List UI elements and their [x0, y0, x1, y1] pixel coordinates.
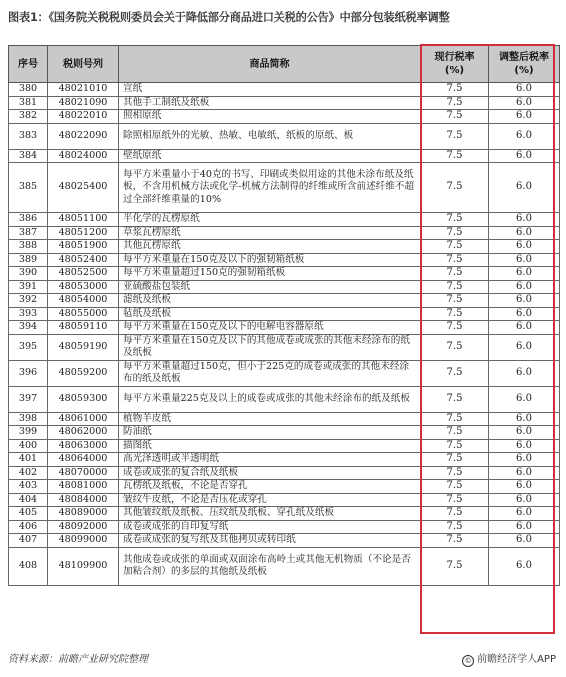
row-adjusted-rate: 6.0 — [489, 307, 560, 321]
row-name: 瓦楞纸及纸板，不论是否穿孔 — [119, 480, 421, 494]
row-current-rate: 7.5 — [421, 213, 489, 227]
row-adjusted-rate: 6.0 — [489, 294, 560, 308]
row-code: 48092000 — [48, 520, 119, 534]
table-row — [9, 267, 560, 281]
row-current-rate: 7.5 — [421, 240, 489, 254]
row-current-rate: 7.5 — [421, 426, 489, 440]
row-adjusted-rate: 6.0 — [489, 439, 560, 453]
table-row — [9, 83, 560, 97]
row-code: 48089000 — [48, 507, 119, 521]
table-row — [9, 466, 560, 480]
row-code: 48064000 — [48, 453, 119, 467]
row-code: 48063000 — [48, 439, 119, 453]
row-name: 皱纹牛皮纸，不论是否压花或穿孔 — [119, 493, 421, 507]
row-adjusted-rate: 6.0 — [489, 280, 560, 294]
row-seq: 390 — [9, 267, 48, 281]
row-current-rate: 7.5 — [421, 480, 489, 494]
row-adjusted-rate: 6.0 — [489, 426, 560, 440]
row-adjusted-rate: 6.0 — [489, 321, 560, 335]
row-seq: 402 — [9, 466, 48, 480]
row-adjusted-rate: 6.0 — [489, 83, 560, 97]
row-adjusted-rate: 6.0 — [489, 334, 560, 360]
table-row — [9, 321, 560, 335]
row-code: 48099000 — [48, 534, 119, 548]
row-adjusted-rate: 6.0 — [489, 360, 560, 386]
row-current-rate: 7.5 — [421, 547, 489, 585]
row-current-rate: 7.5 — [421, 96, 489, 110]
row-seq: 381 — [9, 96, 48, 110]
row-current-rate: 7.5 — [421, 149, 489, 163]
row-code: 48062000 — [48, 426, 119, 440]
table-row — [9, 163, 560, 213]
row-name: 成卷或成张的复写纸及其他拷贝或转印纸 — [119, 534, 421, 548]
table-row — [9, 123, 560, 149]
row-code: 48053000 — [48, 280, 119, 294]
row-current-rate: 7.5 — [421, 534, 489, 548]
credit-text: 前瞻经济学人APP — [477, 654, 556, 665]
table-row — [9, 307, 560, 321]
row-seq: 400 — [9, 439, 48, 453]
row-code: 48070000 — [48, 466, 119, 480]
row-current-rate: 7.5 — [421, 83, 489, 97]
row-adjusted-rate: 6.0 — [489, 149, 560, 163]
table-row — [9, 547, 560, 585]
row-adjusted-rate: 6.0 — [489, 226, 560, 240]
header-adjusted-rate: 调整后税率 (%) — [489, 46, 560, 83]
figure-title: 图表1：《国务院关税税则委员会关于降低部分商品进口关税的公告》中部分包装纸税率调整 — [8, 11, 450, 24]
row-seq: 394 — [9, 321, 48, 335]
row-adjusted-rate: 6.0 — [489, 240, 560, 254]
header-name: 商品简称 — [119, 46, 421, 83]
row-code: 48052500 — [48, 267, 119, 281]
row-code: 48059200 — [48, 360, 119, 386]
row-current-rate: 7.5 — [421, 439, 489, 453]
row-code: 48059110 — [48, 321, 119, 335]
row-seq: 388 — [9, 240, 48, 254]
row-adjusted-rate: 6.0 — [489, 480, 560, 494]
table-row — [9, 412, 560, 426]
row-adjusted-rate: 6.0 — [489, 163, 560, 213]
row-adjusted-rate: 6.0 — [489, 213, 560, 227]
row-code: 48084000 — [48, 493, 119, 507]
row-seq: 393 — [9, 307, 48, 321]
row-current-rate: 7.5 — [421, 123, 489, 149]
row-adjusted-rate: 6.0 — [489, 267, 560, 281]
row-name: 其他瓦楞原纸 — [119, 240, 421, 254]
row-seq: 398 — [9, 412, 48, 426]
row-name: 每平方米重量在150克及以下的电解电容器原纸 — [119, 321, 421, 335]
row-code: 48051200 — [48, 226, 119, 240]
table-row — [9, 386, 560, 412]
row-current-rate: 7.5 — [421, 226, 489, 240]
row-seq: 383 — [9, 123, 48, 149]
row-seq: 384 — [9, 149, 48, 163]
table-row — [9, 453, 560, 467]
row-seq: 401 — [9, 453, 48, 467]
row-current-rate: 7.5 — [421, 163, 489, 213]
row-seq: 396 — [9, 360, 48, 386]
row-code: 48022090 — [48, 123, 119, 149]
row-code: 48052400 — [48, 253, 119, 267]
row-seq: 408 — [9, 547, 48, 585]
table-row — [9, 253, 560, 267]
row-name: 草浆瓦楞原纸 — [119, 226, 421, 240]
row-code: 48021090 — [48, 96, 119, 110]
row-seq: 395 — [9, 334, 48, 360]
row-seq: 397 — [9, 386, 48, 412]
table-body — [9, 83, 560, 586]
table-row — [9, 520, 560, 534]
row-name: 照相原纸 — [119, 110, 421, 124]
row-current-rate: 7.5 — [421, 321, 489, 335]
row-current-rate: 7.5 — [421, 412, 489, 426]
table-row — [9, 334, 560, 360]
tariff-table — [8, 45, 560, 586]
row-current-rate: 7.5 — [421, 453, 489, 467]
table-row — [9, 534, 560, 548]
table-row — [9, 149, 560, 163]
row-seq: 404 — [9, 493, 48, 507]
row-seq: 405 — [9, 507, 48, 521]
header-seq: 序号 — [9, 46, 48, 83]
row-current-rate: 7.5 — [421, 360, 489, 386]
row-current-rate: 7.5 — [421, 493, 489, 507]
row-name: 滤纸及纸板 — [119, 294, 421, 308]
row-seq: 380 — [9, 83, 48, 97]
row-name: 宣纸 — [119, 83, 421, 97]
row-adjusted-rate: 6.0 — [489, 96, 560, 110]
row-name: 其他皱纹纸及纸板、压纹纸及纸板、穿孔纸及纸板 — [119, 507, 421, 521]
row-current-rate: 7.5 — [421, 386, 489, 412]
table-row — [9, 507, 560, 521]
row-adjusted-rate: 6.0 — [489, 534, 560, 548]
row-name: 成卷或成张的自印复写纸 — [119, 520, 421, 534]
row-adjusted-rate: 6.0 — [489, 453, 560, 467]
row-name: 除照相原纸外的光敏、热敏、电敏纸，纸板的原纸、板 — [119, 123, 421, 149]
row-seq: 386 — [9, 213, 48, 227]
source-note: 资料来源：前瞻产业研究院整理 — [8, 654, 148, 665]
row-adjusted-rate: 6.0 — [489, 123, 560, 149]
row-code: 48024000 — [48, 149, 119, 163]
row-name: 其他手工制纸及纸板 — [119, 96, 421, 110]
row-current-rate: 7.5 — [421, 507, 489, 521]
table-row — [9, 280, 560, 294]
row-seq: 387 — [9, 226, 48, 240]
credit — [462, 650, 556, 667]
row-adjusted-rate: 6.0 — [489, 412, 560, 426]
row-code: 48061000 — [48, 412, 119, 426]
row-name: 防油纸 — [119, 426, 421, 440]
table-row — [9, 96, 560, 110]
row-name: 成卷或成张的复合纸及纸板 — [119, 466, 421, 480]
row-adjusted-rate: 6.0 — [489, 253, 560, 267]
table-row — [9, 226, 560, 240]
table-row — [9, 294, 560, 308]
row-current-rate: 7.5 — [421, 334, 489, 360]
row-name: 高光泽透明或半透明纸 — [119, 453, 421, 467]
row-seq: 389 — [9, 253, 48, 267]
table-row — [9, 426, 560, 440]
row-name: 亚硫酸盐包装纸 — [119, 280, 421, 294]
row-adjusted-rate: 6.0 — [489, 520, 560, 534]
row-name: 描图纸 — [119, 439, 421, 453]
row-name: 植物羊皮纸 — [119, 412, 421, 426]
row-name: 每平方米重量超过150克，但小于225克的成卷或成张的其他未经涂布的纸及纸板 — [119, 360, 421, 386]
row-adjusted-rate: 6.0 — [489, 493, 560, 507]
row-seq: 385 — [9, 163, 48, 213]
row-name: 毡纸及纸板 — [119, 307, 421, 321]
row-current-rate: 7.5 — [421, 267, 489, 281]
row-seq: 407 — [9, 534, 48, 548]
row-name: 半化学的瓦楞原纸 — [119, 213, 421, 227]
row-seq: 391 — [9, 280, 48, 294]
row-name: 每平方米重量在150克及以下的强韧箱纸板 — [119, 253, 421, 267]
row-code: 48022010 — [48, 110, 119, 124]
row-current-rate: 7.5 — [421, 110, 489, 124]
row-adjusted-rate: 6.0 — [489, 466, 560, 480]
row-adjusted-rate: 6.0 — [489, 110, 560, 124]
table-row — [9, 439, 560, 453]
row-name: 其他成卷或成张的单面或双面涂布高岭土或其他无机物质（不论是否加粘合剂）的多层的其他纸及纸板 — [119, 547, 421, 585]
copyright-icon: © — [462, 655, 474, 667]
row-adjusted-rate: 6.0 — [489, 386, 560, 412]
row-current-rate: 7.5 — [421, 466, 489, 480]
row-code: 48051100 — [48, 213, 119, 227]
row-current-rate: 7.5 — [421, 294, 489, 308]
row-name: 每平方米重量在150克及以下的其他成卷或成张的其他未经涂布的纸及纸板 — [119, 334, 421, 360]
header-code: 税则号列 — [48, 46, 119, 83]
row-seq: 382 — [9, 110, 48, 124]
row-name: 每平方米重量小于40克的书写、印刷或类似用途的其他未涂布纸及纸板，不含用机械方法或化学-机械方法制得的纤维或所含前述纤维不超过全部纤维重量的10% — [119, 163, 421, 213]
row-seq: 399 — [9, 426, 48, 440]
row-code: 48059300 — [48, 386, 119, 412]
row-adjusted-rate: 6.0 — [489, 547, 560, 585]
row-code: 48109900 — [48, 547, 119, 585]
table-row — [9, 110, 560, 124]
table-header-row — [9, 46, 560, 83]
row-current-rate: 7.5 — [421, 520, 489, 534]
row-name: 壁纸原纸 — [119, 149, 421, 163]
row-current-rate: 7.5 — [421, 280, 489, 294]
row-seq: 392 — [9, 294, 48, 308]
row-code: 48051900 — [48, 240, 119, 254]
row-name: 每平方米重量超过150克的强韧箱纸板 — [119, 267, 421, 281]
row-code: 48055000 — [48, 307, 119, 321]
row-seq: 406 — [9, 520, 48, 534]
table-row — [9, 360, 560, 386]
row-code: 48021010 — [48, 83, 119, 97]
table-row — [9, 213, 560, 227]
row-name: 每平方米重量225克及以上的成卷或成张的其他未经涂布的纸及纸板 — [119, 386, 421, 412]
table-row — [9, 480, 560, 494]
header-current-rate: 现行税率 (%) — [421, 46, 489, 83]
table-row — [9, 240, 560, 254]
row-current-rate: 7.5 — [421, 307, 489, 321]
row-adjusted-rate: 6.0 — [489, 507, 560, 521]
row-code: 48054000 — [48, 294, 119, 308]
row-current-rate: 7.5 — [421, 253, 489, 267]
row-code: 48059190 — [48, 334, 119, 360]
table-row — [9, 493, 560, 507]
row-code: 48081000 — [48, 480, 119, 494]
row-seq: 403 — [9, 480, 48, 494]
row-code: 48025400 — [48, 163, 119, 213]
